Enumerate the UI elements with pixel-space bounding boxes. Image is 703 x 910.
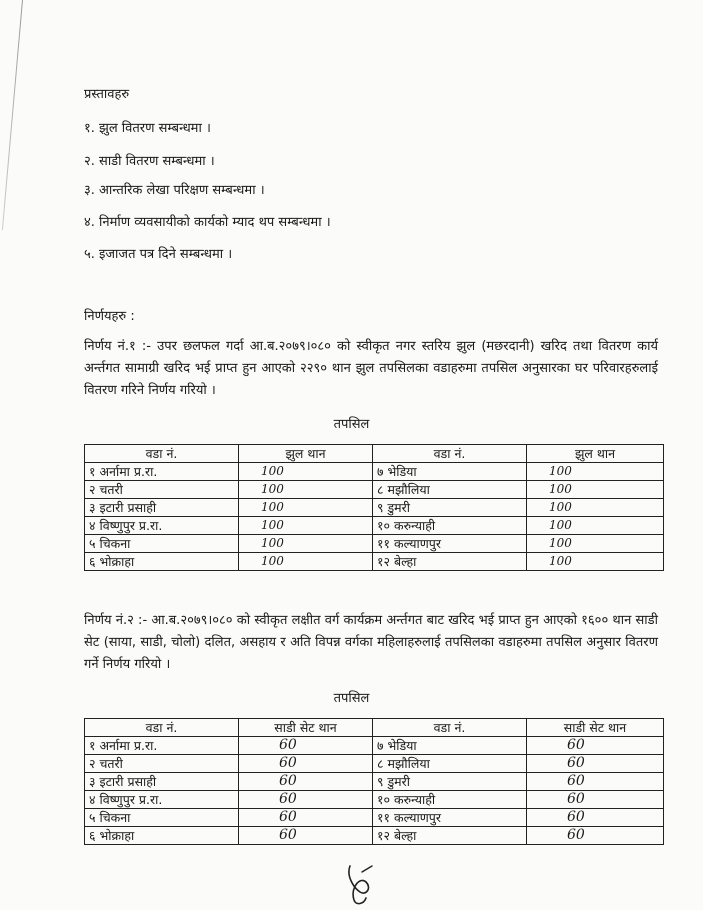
table-row: [85, 535, 664, 553]
page-edge-line: [2, 0, 23, 230]
signature-mark: [336, 862, 384, 908]
count-cell: 60: [527, 791, 664, 809]
ward-cell: ६ भोक्राहा: [85, 553, 239, 571]
count-cell: 100: [527, 499, 664, 517]
ward-cell: ९ डुमरी: [373, 773, 527, 791]
count-cell: 60: [239, 827, 373, 845]
count-cell: 100: [527, 553, 664, 571]
column-header: साडी सेट थान: [527, 719, 664, 737]
count-cell: 100: [527, 517, 664, 535]
table-row: [85, 737, 664, 755]
ward-cell: ८ मझौलिया: [373, 755, 527, 773]
count-cell: 60: [239, 737, 373, 755]
ward-cell: १२ बेल्हा: [373, 827, 527, 845]
count-cell: 60: [239, 773, 373, 791]
count-cell: 60: [527, 755, 664, 773]
column-header: वडा नं.: [85, 445, 239, 463]
ward-cell: १० करुन्याही: [373, 791, 527, 809]
proposals-heading: प्रस्तावहरु: [84, 87, 130, 102]
table-header-row: [85, 445, 664, 463]
count-cell: 60: [527, 737, 664, 755]
column-header: साडी सेट थान: [239, 719, 373, 737]
ward-cell: ४ विष्णुपुर प्र.रा.: [85, 791, 239, 809]
column-header: वडा नं.: [373, 445, 527, 463]
ward-cell: ८ मझौलिया: [373, 481, 527, 499]
table-row: [85, 517, 664, 535]
ward-cell: ११ कल्याणपुर: [373, 535, 527, 553]
proposal-item-1: १. झुल वितरण सम्बन्धमा ।: [84, 121, 211, 136]
table1-caption: तपसिल: [333, 417, 370, 432]
proposal-item-4: ४. निर्माण व्यवसायीको कार्यको म्याद थप सम्बन्धमा ।: [84, 215, 331, 230]
ward-cell: ५ चिकना: [85, 535, 239, 553]
count-cell: 100: [239, 535, 373, 553]
mosquito-net-table: [84, 444, 664, 571]
ward-cell: १२ बेल्हा: [373, 553, 527, 571]
ward-cell: ५ चिकना: [85, 809, 239, 827]
table-row: [85, 791, 664, 809]
decision-2-text: निर्णय नं.२ :- आ.ब.२०७९।०८० को स्वीकृत लक्षीत वर्ग कार्यक्रम अर्न्तगत बाट खरिद भई प्राप्त हुन आएको १६०० थान साडी सेट (साया, साडी, चोलो) दलित, असहाय र अति विपन्न वर्गका महिलाहरुलाई तपसिलका वडाहरुमा तपसिल अनुसार वितरण गर्ने निर्णय गरियो ।: [84, 613, 658, 672]
table-row: [85, 755, 664, 773]
ward-cell: ६ भोक्राहा: [85, 827, 239, 845]
table-row: [85, 499, 664, 517]
table-row: [85, 809, 664, 827]
count-cell: 60: [527, 773, 664, 791]
ward-cell: २ चतरी: [85, 755, 239, 773]
ward-cell: ३ इटारी प्रसाही: [85, 773, 239, 791]
sari-set-table: [84, 718, 664, 845]
ward-cell: ९ डुमरी: [373, 499, 527, 517]
proposal-item-3: ३. आन्तरिक लेखा परिक्षण सम्बन्धमा ।: [84, 183, 265, 198]
ward-cell: ३ इटारी प्रसाही: [85, 499, 239, 517]
table-row: [85, 827, 664, 845]
ward-cell: ११ कल्याणपुर: [373, 809, 527, 827]
count-cell: 100: [239, 553, 373, 571]
column-header: वडा नं.: [85, 719, 239, 737]
proposal-item-5: ५. इजाजत पत्र दिने सम्बन्धमा ।: [84, 247, 233, 262]
count-cell: 100: [527, 463, 664, 481]
column-header: झुल थान: [527, 445, 664, 463]
table-row: [85, 463, 664, 481]
ward-cell: ४ विष्णुपुर प्र.रा.: [85, 517, 239, 535]
ward-cell: १० करुन्याही: [373, 517, 527, 535]
table-row: [85, 553, 664, 571]
ward-cell: ७ भेडिया: [373, 463, 527, 481]
table-header-row: [85, 719, 664, 737]
count-cell: 100: [527, 481, 664, 499]
column-header: वडा नं.: [373, 719, 527, 737]
table-row: [85, 773, 664, 791]
proposal-item-2: २. साडी वितरण सम्बन्धमा ।: [84, 154, 215, 169]
ward-cell: १ अर्नामा प्र.रा.: [85, 463, 239, 481]
table2-caption: तपसिल: [333, 691, 370, 706]
decision-1-text: निर्णय नं.१ :- उपर छलफल गर्दा आ.ब.२०७९।०८० को स्वीकृत नगर स्तरिय झुल (मछरदानी) खरिद तथा वितरण कार्य अर्न्तगत सामाग्री खरिद भई प्राप्त हुन आएको २२९० थान झुल तपसिलका वडाहरुमा तपसिल अनुसारका घर परिवारहरुलाई वितरण गरिने निर्णय गरियो ।: [84, 339, 658, 398]
table-row: [85, 481, 664, 499]
count-cell: 60: [239, 791, 373, 809]
ward-cell: १ अर्नामा प्र.रा.: [85, 737, 239, 755]
column-header: झुल थान: [239, 445, 373, 463]
count-cell: 100: [239, 499, 373, 517]
count-cell: 60: [527, 827, 664, 845]
ward-cell: २ चतरी: [85, 481, 239, 499]
count-cell: 60: [527, 809, 664, 827]
count-cell: 60: [239, 809, 373, 827]
ward-cell: ७ भेडिया: [373, 737, 527, 755]
count-cell: 100: [527, 535, 664, 553]
count-cell: 100: [239, 463, 373, 481]
decisions-heading: निर्णयहरु :: [84, 309, 135, 324]
count-cell: 60: [239, 755, 373, 773]
count-cell: 100: [239, 481, 373, 499]
count-cell: 100: [239, 517, 373, 535]
